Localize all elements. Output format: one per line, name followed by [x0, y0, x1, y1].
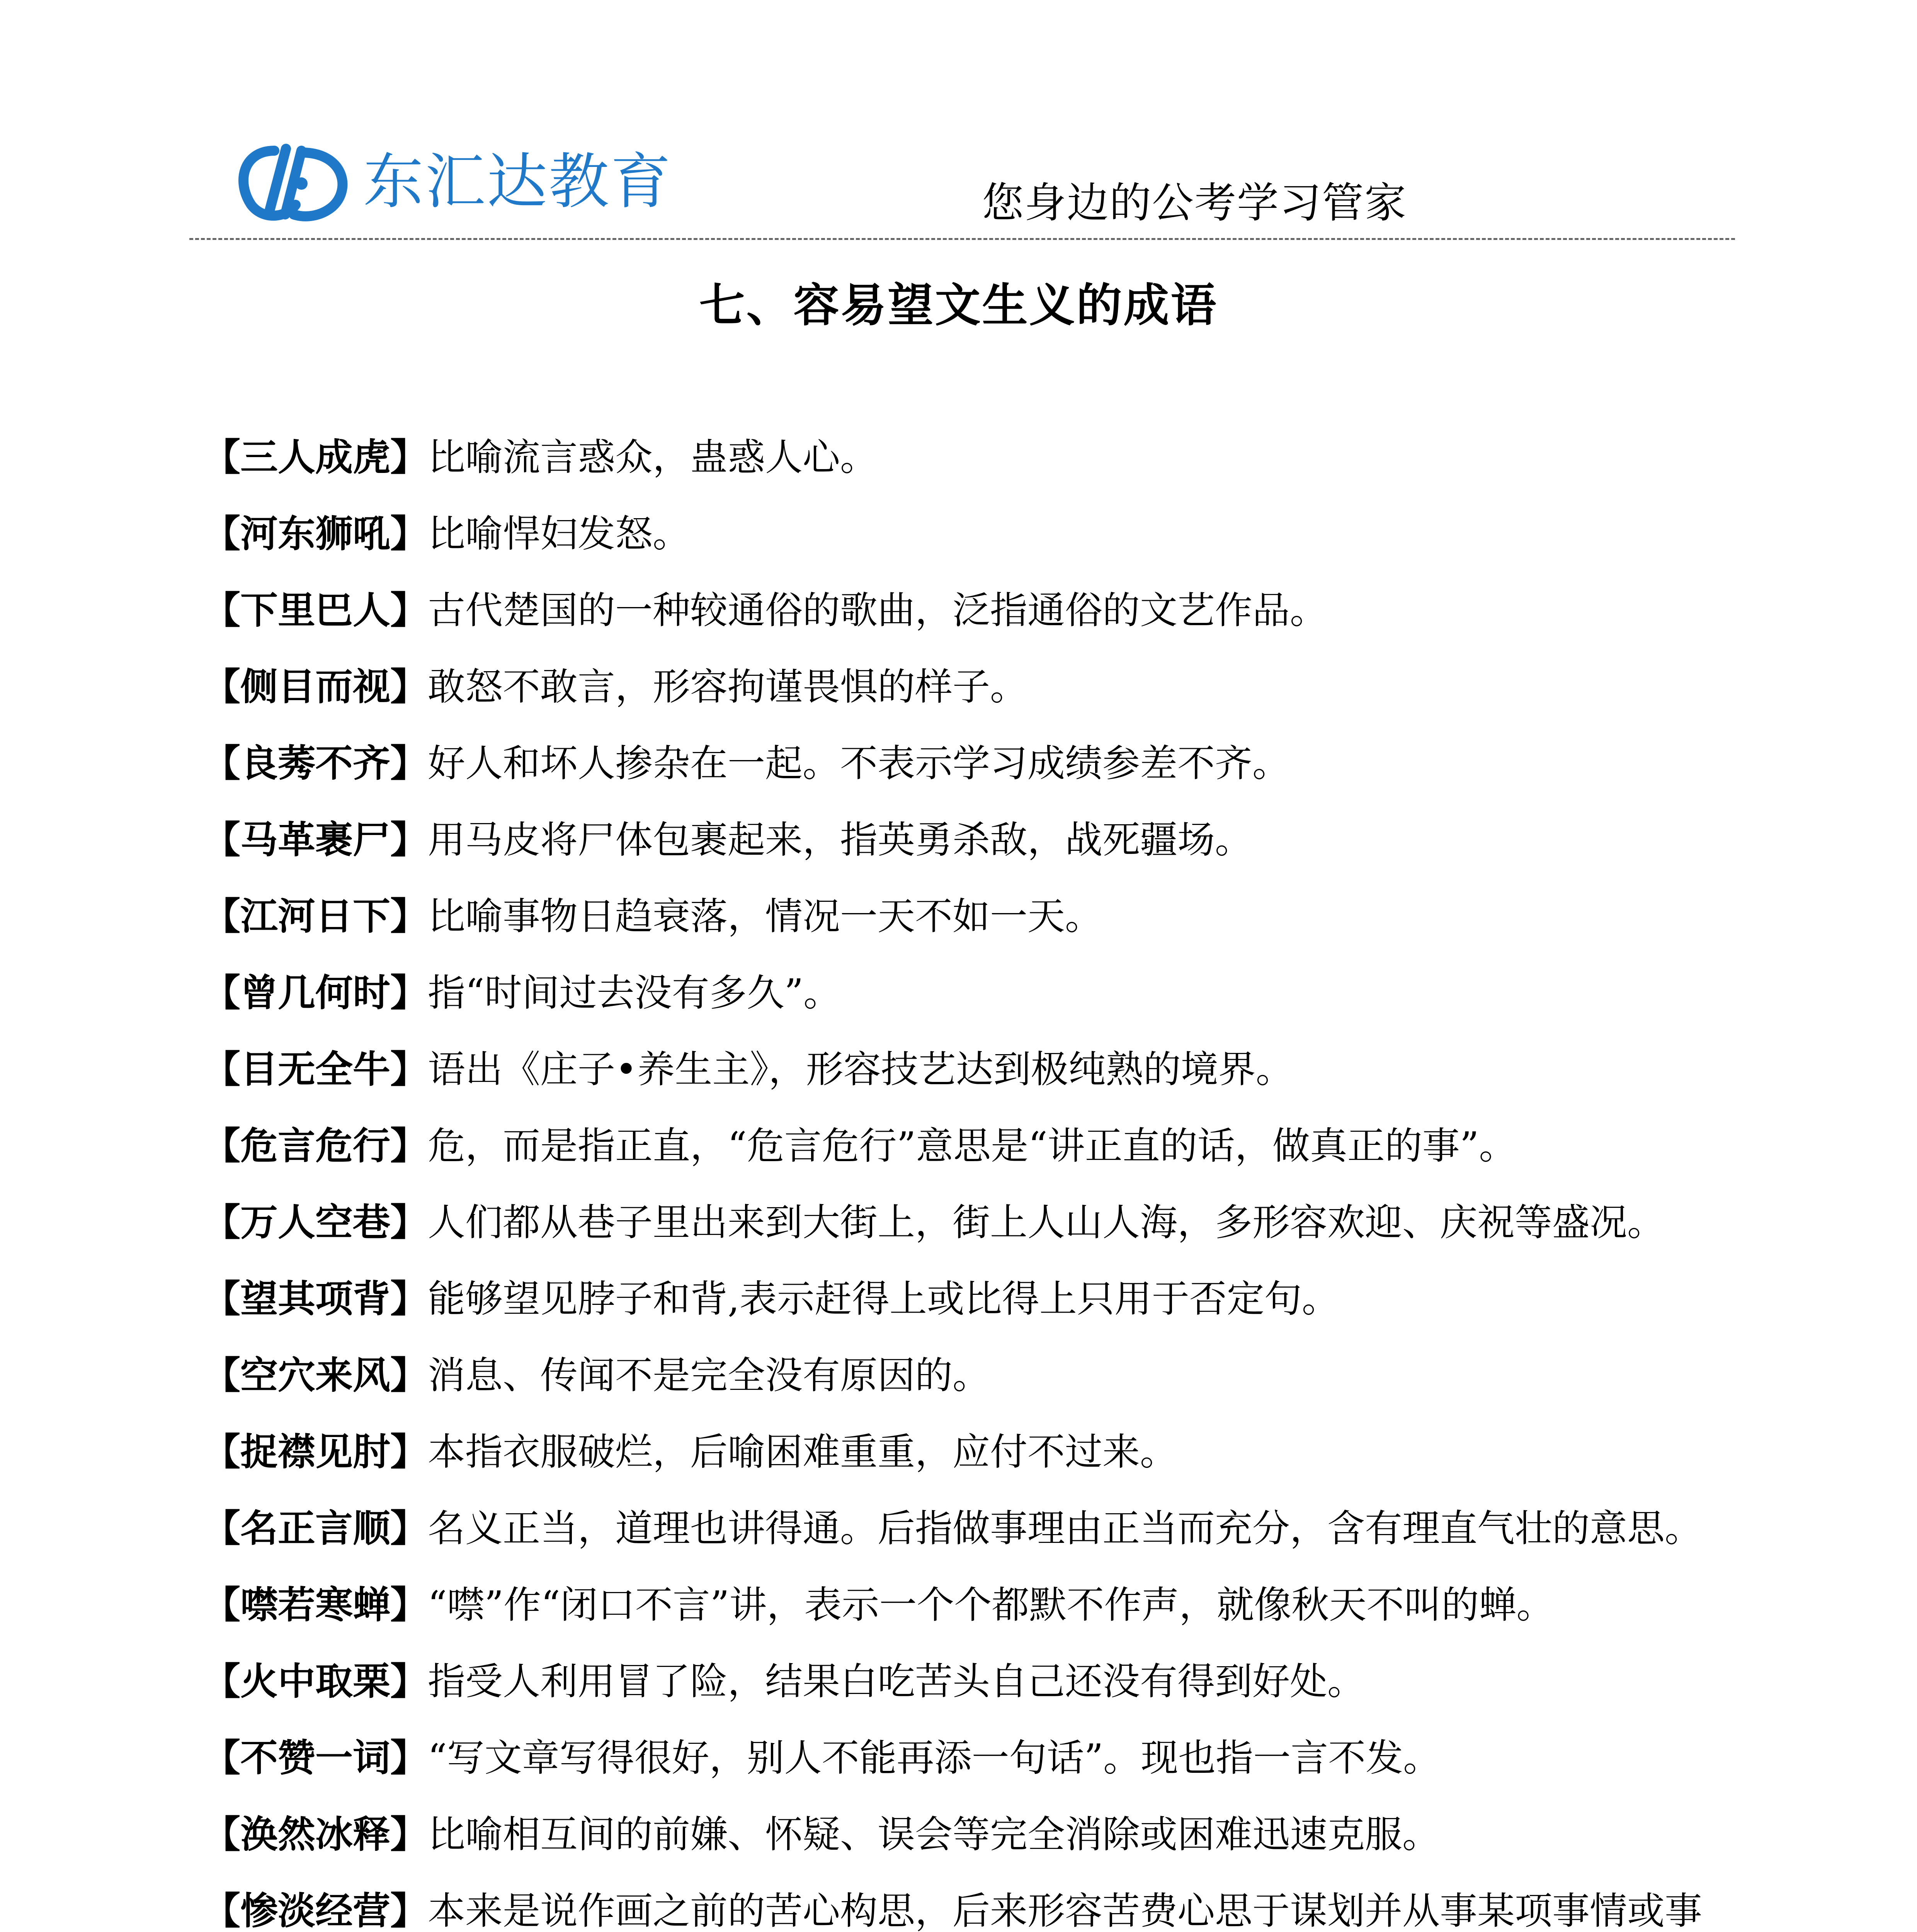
idiom-definition: 本来是说作画之前的苦心构思，后来形容苦费心思于谋划并从事某项事情或事 — [428, 1889, 1702, 1932]
idiom-definition: 危，而是指正直，“危言危行”意思是“讲正直的话，做真正的事”。 — [428, 1124, 1517, 1168]
idiom-term: 【江河日下】 — [203, 895, 428, 938]
idiom-term: 【火中取栗】 — [203, 1660, 428, 1703]
brand-logo-icon — [228, 139, 356, 224]
idiom-term: 【侧目而视】 — [203, 665, 428, 709]
idiom-definition: 消息、传闻不是完全没有原因的。 — [428, 1354, 990, 1397]
idiom-definition: “噤”作“闭口不言”讲，表示一个个都默不作声，就像秋天不叫的蝉。 — [428, 1583, 1554, 1627]
header-slogan: 您身边的公考学习管家 — [981, 179, 1407, 227]
idiom-item — [203, 1031, 1745, 1108]
idiom-definition: 敢怒不敢言，形容拘谨畏惧的样子。 — [428, 665, 1027, 709]
idiom-item — [203, 1414, 1745, 1490]
idiom-item — [203, 1490, 1745, 1567]
idiom-definition: 名义正当，道理也讲得通。后指做事理由正当而充分，含有理直气壮的意思。 — [428, 1507, 1702, 1550]
page-header — [0, 0, 1917, 247]
idiom-item — [203, 878, 1745, 955]
brand-logo-text: 东汇达教育 — [363, 146, 672, 217]
idiom-item — [203, 1184, 1745, 1261]
idiom-item — [203, 496, 1745, 572]
idiom-term: 【马革裹尸】 — [203, 818, 428, 862]
idiom-term: 【空穴来风】 — [203, 1354, 428, 1397]
idiom-item — [203, 1643, 1745, 1720]
idiom-definition: 比喻流言惑众，蛊惑人心。 — [428, 435, 878, 479]
idiom-definition: 指受人利用冒了险，结果白吃苦头自己还没有得到好处。 — [428, 1660, 1365, 1703]
idiom-term: 【河东狮吼】 — [203, 512, 428, 556]
idiom-item — [203, 1108, 1745, 1184]
idiom-term: 【曾几何时】 — [203, 971, 428, 1015]
idiom-definition: 用马皮将尸体包裹起来，指英勇杀敌，战死疆场。 — [428, 818, 1252, 862]
idiom-definition: 指“时间过去没有多久”。 — [428, 971, 841, 1015]
idiom-term: 【惨淡经营】 — [203, 1889, 428, 1932]
idiom-item — [203, 1337, 1745, 1414]
idiom-item — [203, 419, 1745, 496]
header-divider — [189, 238, 1735, 240]
idiom-term: 【万人空巷】 — [203, 1201, 428, 1244]
idiom-item — [203, 649, 1745, 725]
idiom-item — [203, 802, 1745, 878]
idiom-term: 【捉襟见肘】 — [203, 1430, 428, 1474]
idiom-term: 【目无全牛】 — [203, 1048, 428, 1091]
idiom-definition: 能够望见脖子和背,表示赶得上或比得上只用于否定句。 — [428, 1277, 1339, 1321]
idiom-definition: 比喻悍妇发怒。 — [428, 512, 690, 556]
idiom-item — [203, 572, 1745, 649]
idiom-item — [203, 1567, 1745, 1643]
idiom-item — [203, 1720, 1745, 1796]
idiom-term: 【不赞一词】 — [203, 1736, 428, 1780]
idiom-term: 【良莠不齐】 — [203, 742, 428, 785]
idiom-term: 【三人成虎】 — [203, 435, 428, 479]
idiom-list — [203, 419, 1745, 1932]
idiom-definition: 人们都从巷子里出来到大街上，街上人山人海，多形容欢迎、庆祝等盛况。 — [428, 1201, 1665, 1244]
idiom-item — [203, 955, 1745, 1031]
idiom-item — [203, 1261, 1745, 1337]
idiom-term: 【涣然冰释】 — [203, 1813, 428, 1856]
idiom-definition: 古代楚国的一种较通俗的歌曲，泛指通俗的文艺作品。 — [428, 588, 1327, 632]
idiom-definition: 好人和坏人掺杂在一起。不表示学习成绩参差不齐。 — [428, 742, 1290, 785]
brand-logo — [228, 135, 672, 228]
idiom-term: 【危言危行】 — [203, 1124, 428, 1168]
idiom-item — [203, 725, 1745, 802]
idiom-definition: 比喻相互间的前嫌、怀疑、误会等完全消除或困难迅速克服。 — [428, 1813, 1440, 1856]
idiom-item — [203, 1796, 1745, 1873]
idiom-item — [203, 1873, 1745, 1932]
idiom-term: 【下里巴人】 — [203, 588, 428, 632]
idiom-definition: 比喻事物日趋衰落，情况一天不如一天。 — [428, 895, 1102, 938]
idiom-term: 【望其项背】 — [203, 1277, 428, 1321]
idiom-term: 【名正言顺】 — [203, 1507, 428, 1550]
idiom-term: 【噤若寒蝉】 — [203, 1583, 428, 1627]
idiom-definition: 语出《庄子•养生主》，形容技艺达到极纯熟的境界。 — [428, 1048, 1293, 1091]
page-title: 七、容易望文生义的成语 — [699, 279, 1218, 332]
idiom-definition: “写文章写得很好，别人不能再添一句话”。现也指一言不发。 — [428, 1736, 1441, 1780]
idiom-definition: 本指衣服破烂，后喻困难重重，应付不过来。 — [428, 1430, 1177, 1474]
